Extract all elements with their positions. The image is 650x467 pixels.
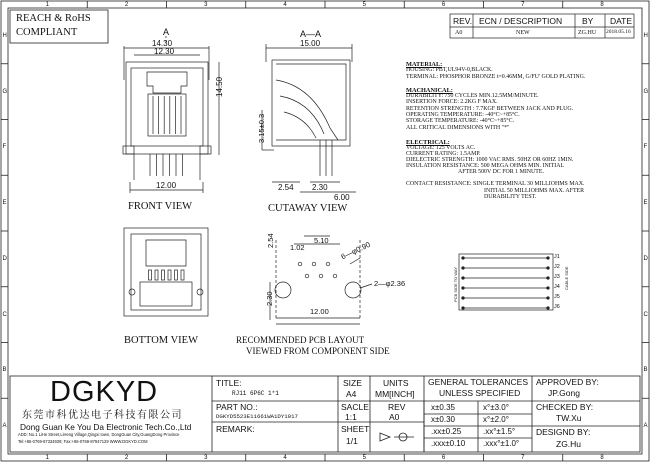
tolerance-title-2: UNLESS SPECIFIED xyxy=(439,388,521,398)
company-logo: DGKYD xyxy=(50,376,159,408)
pcb-contact-hole xyxy=(333,274,337,278)
spec-line: ALL CRITICAL DIMENSIONS WITH "*" xyxy=(406,124,510,131)
tolerance-angular: x°±3.0° xyxy=(483,403,509,412)
border-col-label-top: 7 xyxy=(521,1,525,8)
spec-line: RETENTION STRENGTH : 7.7KGF BETWEEN JACK AND PLUG. xyxy=(406,105,574,112)
pinout-diagram xyxy=(459,254,553,310)
border-row-label-right: C xyxy=(643,311,648,318)
title-value: RJ11 6P6C 1*1 xyxy=(232,390,279,397)
compliance-line2: COMPLIANT xyxy=(16,27,78,38)
border-col-label-top: 6 xyxy=(441,1,446,8)
tolerance-linear: .xxx±0.10 xyxy=(431,439,466,448)
company-name-cn: 东莞市科优达电子科技有限公司 xyxy=(22,410,183,421)
title-label: TITLE: xyxy=(216,378,242,388)
part-label: PART NO.: xyxy=(216,402,258,412)
rev-label: REV xyxy=(388,402,406,412)
cutaway-view-drawing xyxy=(262,44,356,192)
border-col-label-bottom: 7 xyxy=(521,455,525,461)
border-col-label-top: 5 xyxy=(362,1,366,8)
pinout-pin-label: J2 xyxy=(554,264,560,270)
border-row-label-left: D xyxy=(2,255,7,262)
pcb-dim-230: 2.30 xyxy=(265,291,274,306)
units-value: MM[INCH] xyxy=(375,389,415,399)
rev-value: A0 xyxy=(389,412,400,422)
pinout-pin-label: J4 xyxy=(554,284,560,290)
pinout-node xyxy=(462,307,465,310)
spec-line: HOUSING: PBT,UL94V-0,BLACK. xyxy=(406,67,493,73)
border-col-label-bottom: 5 xyxy=(362,455,366,461)
pcb-caption-1: RECOMMENDED PCB LAYOUT xyxy=(236,335,365,345)
tolerance-angular: x°±2.0° xyxy=(483,415,509,424)
pcb-dim-hole2: 2—φ2.36 xyxy=(374,279,406,288)
border-col-label-bottom: 6 xyxy=(441,455,446,461)
revision-rev: A0 xyxy=(455,30,463,36)
spec-line: DURABILITY TEST. xyxy=(484,194,537,200)
pcb-dim-hole6: 6—φ0.90 xyxy=(339,239,372,262)
revision-header-desc: ECN / DESCRIPTION xyxy=(479,16,563,26)
border-row-label-left: G xyxy=(2,88,8,95)
size-label: SIZE xyxy=(343,378,362,388)
approved-value: JP.Gong xyxy=(548,388,580,398)
border-row-label-left: C xyxy=(2,311,7,318)
spec-line: CONTACT RESISTANCE: SINGLE TERMINAL 30 MILLIOHMS MAX. xyxy=(406,181,585,187)
cutaway-dim-d3: 6.00 xyxy=(334,193,350,202)
sheet-value: 1/1 xyxy=(346,436,358,446)
front-dim-bottom: 12.00 xyxy=(156,181,177,190)
pcb-dim-102: 1.02 xyxy=(290,243,305,252)
size-value: A4 xyxy=(346,389,357,399)
checked-label: CHECKED BY: xyxy=(536,402,594,412)
revision-desc: NEW xyxy=(516,30,530,36)
cutaway-dim-d2: 2.30 xyxy=(312,183,328,192)
pinout-node xyxy=(462,287,465,290)
cutaway-view-caption: CUTAWAY VIEW xyxy=(268,203,348,214)
spec-line: STORAGE TEMPERATURE: -40°C~+85°C. xyxy=(406,118,515,125)
sheet-label: SHEET xyxy=(341,424,370,434)
spec-line: AFTER 500V DC FOR 1 MINUTE. xyxy=(458,169,544,176)
border-col-label-top: 3 xyxy=(204,1,208,8)
scale-label: SACLE xyxy=(341,402,369,412)
pinout-node xyxy=(462,257,465,260)
spec-line: OPERATING TEMPERATURE: -40°C~+85°C. xyxy=(406,111,520,118)
revision-date: 2018.05.16 xyxy=(606,29,631,35)
revision-header-by: BY xyxy=(582,16,594,26)
pinout-node xyxy=(547,257,550,260)
bottom-contact xyxy=(155,270,158,280)
cutaway-dim-d1: 2.54 xyxy=(278,183,294,192)
bottom-contact xyxy=(168,270,171,280)
border-col-label-bottom: 1 xyxy=(45,455,49,461)
pinout-right-label: CABLE SIDE xyxy=(564,266,569,290)
approved-label: APPROVED BY: xyxy=(536,377,599,387)
pcb-dim-1200: 12.00 xyxy=(310,307,329,316)
tolerance-linear: x±0.35 xyxy=(431,403,455,412)
spec-electrical-title: ELECTRICAL: xyxy=(406,139,450,146)
border-row-label-left: B xyxy=(2,367,7,374)
design-value: ZG.Hu xyxy=(556,439,582,449)
tolerance-linear: x±0.30 xyxy=(431,415,455,424)
remark-label: REMARK: xyxy=(216,424,255,434)
tolerance-angular: .xx°±1.5° xyxy=(483,427,516,436)
pcb-contact-hole xyxy=(319,274,323,278)
company-address: ADD: No.1 LiHe Street,LiHeng Village,Qingxi town, DongGuan City,GuangDong Province xyxy=(18,432,180,437)
border-row-label-right: D xyxy=(643,255,648,262)
spec-line: TERMINAL: PHOSPHOR BRONZE t=0.46MM, G/FU' GOLD PLATING. xyxy=(406,73,586,80)
border-row-label-right: H xyxy=(643,32,648,39)
spec-material-title: MATERIAL: xyxy=(406,61,443,68)
spec-line: INSERTION FORCE: 2.2KG F MAX. xyxy=(406,99,498,106)
front-view-caption: FRONT VIEW xyxy=(128,201,193,212)
spec-line: DIELECTRIC STRENGTH: 1000 VAC RMS. 50HZ OR 60HZ 1MIN. xyxy=(406,157,574,164)
spec-line: VOLTAGE: 125 VOLTS AC. xyxy=(406,145,476,151)
pcb-dim-254: 2.54 xyxy=(266,233,275,248)
border-col-label-top: 1 xyxy=(45,1,49,8)
pinout-node xyxy=(462,277,465,280)
pinout-node xyxy=(462,267,465,270)
pinout-node xyxy=(547,287,550,290)
border-col-label-top: 8 xyxy=(600,1,604,8)
pcb-contact-hole xyxy=(298,262,302,266)
revision-by: ZG.HU xyxy=(578,30,597,36)
pinout-node xyxy=(462,297,465,300)
bottom-view-drawing xyxy=(124,228,208,316)
border-col-label-bottom: 4 xyxy=(283,455,287,461)
border-col-label-bottom: 3 xyxy=(204,455,208,461)
spec-line: INSULATION RESISTANCE: 500 MEGA OHMS MIN. INITIAL xyxy=(406,163,565,170)
border-row-label-right: A xyxy=(643,423,648,430)
company-name-en: Dong Guan Ke You Da Electronic Tech.Co.,Ltd xyxy=(20,422,192,432)
bottom-contact xyxy=(181,270,184,280)
front-dim-height: 14.50 xyxy=(215,76,224,97)
border-row-label-left: A xyxy=(2,423,7,430)
compliance-line1: REACH & RoHS xyxy=(16,13,91,24)
spec-line: DURABILITY: 750 CYCLES MIN.12.5MM/MINUTE. xyxy=(406,93,539,99)
pinout-left-label: PCB SIDE TO WAY xyxy=(453,267,458,302)
spec-mechanical-title: MACHANICAL: xyxy=(406,87,453,94)
tolerance-linear: .xx±0.25 xyxy=(431,427,462,436)
part-value: DGKYD5523E11661WA1DY1017 xyxy=(216,413,298,420)
revision-header-date: DATE xyxy=(610,16,633,26)
border-col-label-bottom: 2 xyxy=(124,455,129,461)
scale-value: 1:1 xyxy=(345,412,357,422)
border-col-label-bottom: 8 xyxy=(600,455,604,461)
cutaway-dim-height: 3.15±0.3 xyxy=(257,113,266,143)
front-dim-top-outer: 14.30 xyxy=(152,39,173,48)
bottom-contact xyxy=(162,270,165,280)
border-row-label-right: E xyxy=(643,200,648,207)
company-contact: Tel:+86-0769-87334939; Fax:+86-0769-87947129 WWW.DGKYD.COM xyxy=(18,439,148,444)
spec-line: INITIAL 50 MILLIOHMS MAX. AFTER xyxy=(484,187,585,194)
units-label: UNITS xyxy=(383,378,409,388)
revision-header-rev: REV. xyxy=(453,16,473,26)
border-col-label-top: 2 xyxy=(124,1,129,8)
pinout-pin-label: J1 xyxy=(554,254,560,260)
border-row-label-left: H xyxy=(2,32,7,39)
pinout-pin-label: J3 xyxy=(554,274,560,280)
border-row-label-left: F xyxy=(2,144,7,151)
bottom-view-caption: BOTTOM VIEW xyxy=(124,335,198,346)
cutaway-section-label: A—A xyxy=(300,29,322,39)
border-col-label-top: 4 xyxy=(283,1,287,8)
border-row-label-right: B xyxy=(643,367,648,374)
pcb-caption-2: VIEWED FROM COMPONENT SIDE xyxy=(246,346,390,356)
design-label: DESIGND BY: xyxy=(536,427,591,437)
pinout-node xyxy=(547,267,550,270)
border-row-label-right: G xyxy=(643,88,649,95)
border-row-label-left: E xyxy=(2,200,7,207)
cutaway-dim-top: 15.00 xyxy=(300,39,321,48)
pinout-node xyxy=(547,277,550,280)
front-dim-top-inner: 12.30 xyxy=(154,47,175,56)
front-view-drawing xyxy=(123,36,219,193)
pcb-dim-510: 5.10 xyxy=(314,236,329,245)
pinout-pin-label: J6 xyxy=(554,304,560,310)
pinout-node xyxy=(547,307,550,310)
bottom-contact xyxy=(149,270,152,280)
pcb-contact-hole xyxy=(305,274,309,278)
pinout-pin-label: J5 xyxy=(554,294,560,300)
tolerance-title-1: GENERAL TOLERANCES xyxy=(428,377,528,387)
spec-line: CURRENT RATING: 1.5AMP. xyxy=(406,151,481,158)
pinout-node xyxy=(547,297,550,300)
border-row-label-right: F xyxy=(643,144,648,151)
pcb-contact-hole xyxy=(312,262,316,266)
checked-value: TW.Xu xyxy=(556,413,582,423)
pcb-contact-hole xyxy=(326,262,330,266)
tolerance-angular: .xxx°±1.0° xyxy=(483,439,520,448)
front-section-label: A xyxy=(163,27,170,37)
bottom-contact xyxy=(175,270,178,280)
